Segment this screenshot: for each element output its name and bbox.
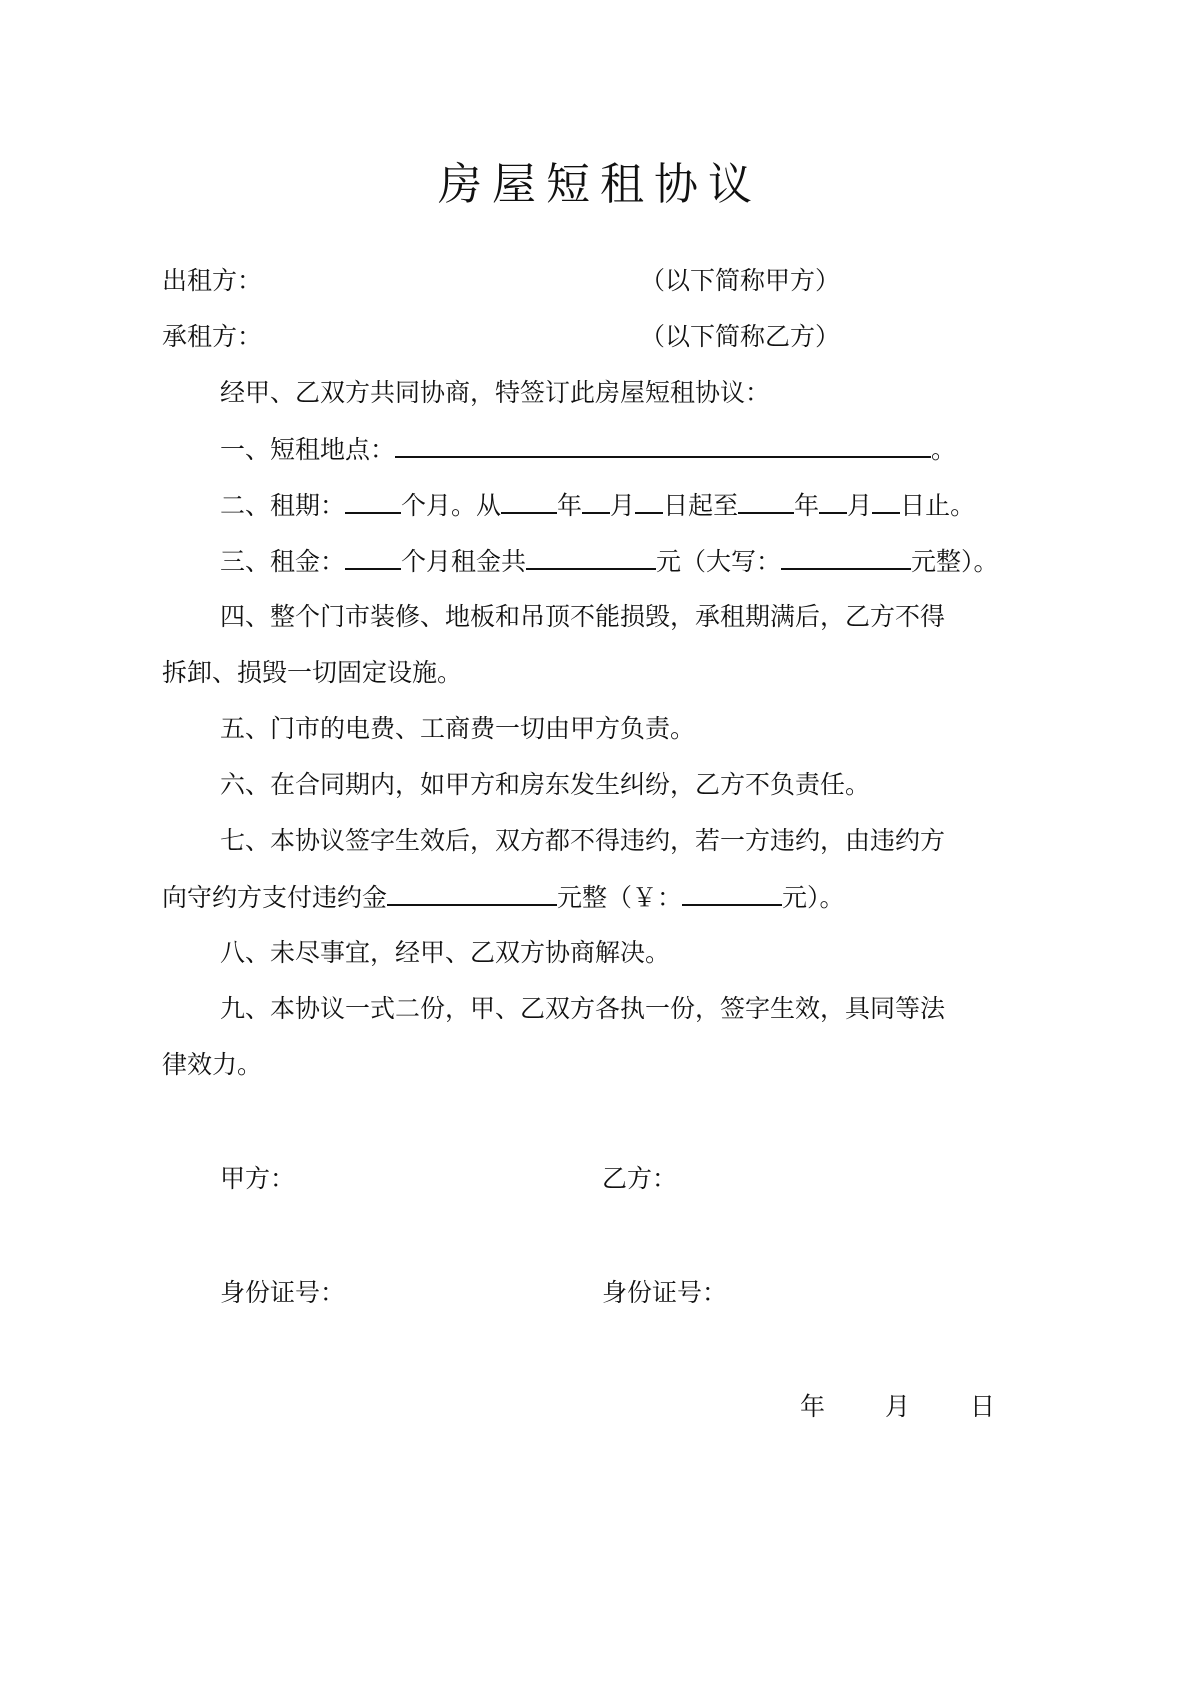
clause-7-line-2 bbox=[162, 882, 845, 913]
clause-3-text: 元（大写： bbox=[656, 547, 782, 576]
clause-4-line-2: 拆卸、损毁一切固定设施。 bbox=[162, 658, 463, 687]
clause-1 bbox=[220, 434, 956, 465]
clause-1-text: 一、短租地点： bbox=[220, 435, 396, 464]
clause-5: 五、门市的电费、工商费一切由甲方负责。 bbox=[220, 714, 696, 743]
clause-2-text: 年 bbox=[794, 491, 820, 520]
end-year-blank bbox=[738, 490, 794, 514]
clause-3 bbox=[220, 546, 999, 577]
clause-2-text: 年 bbox=[557, 491, 583, 520]
intro-paragraph: 经甲、乙双方共同协商，特签订此房屋短租协议： bbox=[220, 378, 771, 407]
party-b-id-label: 身份证号： bbox=[602, 1278, 728, 1307]
clause-9-line-1: 九、本协议一式二份，甲、乙双方各执一份，签字生效，具同等法 bbox=[220, 994, 946, 1023]
clause-7-text: 向守约方支付违约金 bbox=[162, 883, 388, 912]
lessee-label: 承租方： bbox=[162, 322, 263, 351]
clause-7-text: 元整（￥： bbox=[557, 883, 683, 912]
start-month-blank bbox=[582, 490, 610, 514]
end-month-blank bbox=[819, 490, 847, 514]
lessor-line bbox=[162, 266, 262, 296]
clause-7-line-1: 七、本协议签字生效后，双方都不得违约，若一方违约，由违约方 bbox=[220, 826, 946, 855]
start-year-blank bbox=[501, 490, 557, 514]
lessee-line bbox=[162, 322, 262, 352]
clause-3-text: 元整）。 bbox=[911, 547, 999, 576]
party-a-signature-label: 甲方： bbox=[220, 1164, 296, 1193]
clause-9-line-2: 律效力。 bbox=[162, 1050, 263, 1079]
clause-7-text: 元）。 bbox=[782, 883, 845, 912]
clause-2-text: 二、租期： bbox=[220, 491, 346, 520]
clause-6: 六、在合同期内，如甲方和房东发生纠纷，乙方不负责任。 bbox=[220, 770, 871, 799]
clause-2-text: 月 bbox=[847, 491, 873, 520]
clause-8: 八、未尽事宜，经甲、乙双方协商解决。 bbox=[220, 938, 671, 967]
clause-3-text: 三、租金： bbox=[220, 547, 346, 576]
penalty-figures-blank bbox=[682, 882, 782, 906]
clause-2-text: 日止。 bbox=[900, 491, 976, 520]
start-day-blank bbox=[635, 490, 663, 514]
party-a-id-label: 身份证号： bbox=[220, 1278, 346, 1307]
date-month-label: 月 bbox=[885, 1392, 911, 1421]
date-year-label: 年 bbox=[800, 1392, 826, 1421]
date-day-label: 日 bbox=[970, 1392, 996, 1421]
clause-2-text: 个月。从 bbox=[401, 491, 502, 520]
rent-months-blank bbox=[345, 546, 401, 570]
clause-4-line-1: 四、整个门市装修、地板和吊顶不能损毁，承租期满后，乙方不得 bbox=[220, 602, 946, 631]
lessor-label: 出租方： bbox=[162, 266, 263, 295]
clause-2-text: 月 bbox=[610, 491, 636, 520]
end-day-blank bbox=[872, 490, 900, 514]
clause-2-text: 日起至 bbox=[663, 491, 739, 520]
location-blank bbox=[395, 434, 931, 458]
penalty-amount-blank bbox=[387, 882, 557, 906]
rent-words-blank bbox=[781, 546, 911, 570]
lessor-alias: （以下简称甲方） bbox=[640, 266, 841, 295]
party-b-signature-label: 乙方： bbox=[602, 1164, 678, 1193]
months-blank bbox=[345, 490, 401, 514]
clause-1-end: 。 bbox=[931, 435, 957, 464]
rent-amount-blank bbox=[526, 546, 656, 570]
clause-3-text: 个月租金共 bbox=[401, 547, 527, 576]
clause-2 bbox=[220, 490, 975, 521]
document-title: 房屋短租协议 bbox=[438, 159, 762, 210]
lessee-alias: （以下简称乙方） bbox=[640, 322, 841, 351]
